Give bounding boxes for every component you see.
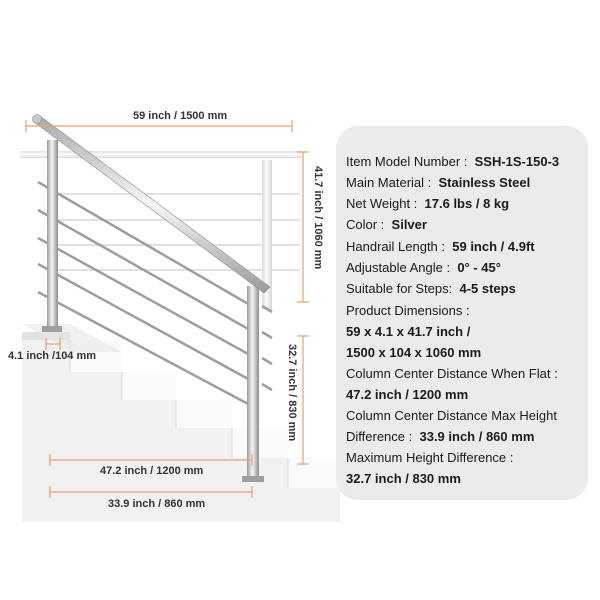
dimension-column-max: 33.9 inch / 860 mm bbox=[108, 498, 206, 510]
spec-product-dimensions-inch: 59 x 4.1 x 41.7 inch / bbox=[346, 324, 471, 339]
dimension-height-lower: 32.7 inch / 830 mm bbox=[286, 344, 298, 442]
spec-color: Color : Silver bbox=[346, 217, 427, 232]
spec-column-max-value: Difference : 33.9 inch / 860 mm bbox=[346, 429, 535, 444]
spec-suitable-steps: Suitable for Steps: 4-5 steps bbox=[346, 281, 516, 296]
spec-product-dimensions-mm: 1500 x 104 x 1060 mm bbox=[346, 345, 482, 360]
dimension-column-flat: 47.2 inch / 1200 mm bbox=[100, 465, 204, 477]
spec-column-flat-value: 47.2 inch / 1200 mm bbox=[346, 387, 469, 402]
dimension-height-right: 41.7 inch / 1060 mm bbox=[312, 166, 324, 270]
spec-material: Main Material : Stainless Steel bbox=[346, 175, 531, 190]
spec-product-dimensions: Product Dimensions : bbox=[346, 303, 470, 318]
spec-adjustable-angle: Adjustable Angle : 0° - 45° bbox=[346, 260, 501, 275]
spec-model: Item Model Number : SSH-1S-150-3 bbox=[346, 154, 560, 169]
spec-handrail-length: Handrail Length : 59 inch / 4.9ft bbox=[346, 239, 535, 254]
dimension-top-width: 59 inch / 1500 mm bbox=[133, 110, 228, 122]
spec-column-max-label: Column Center Distance Max Height bbox=[346, 408, 557, 423]
spec-panel bbox=[336, 126, 588, 500]
spec-max-height-value: 32.7 inch / 830 mm bbox=[346, 471, 461, 486]
dimension-base-width: 4.1 inch /104 mm bbox=[8, 350, 97, 362]
spec-max-height-label: Maximum Height Difference : bbox=[346, 450, 514, 465]
spec-weight: Net Weight : 17.6 lbs / 8 kg bbox=[346, 196, 510, 211]
spec-column-flat-label: Column Center Distance When Flat : bbox=[346, 366, 558, 381]
